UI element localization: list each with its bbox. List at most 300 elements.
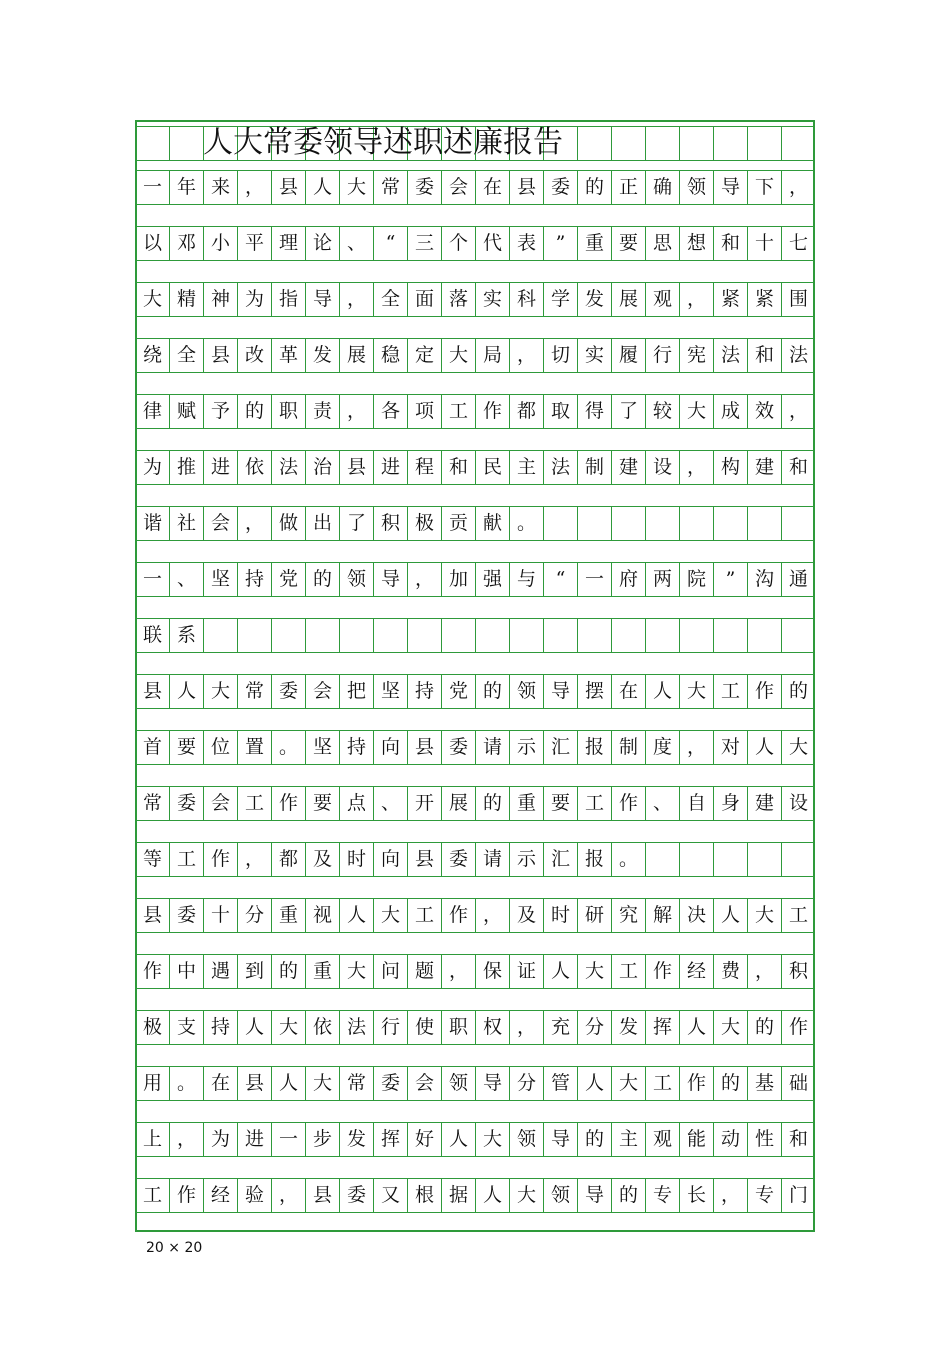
grid-cell <box>679 842 713 876</box>
grid-cell: 县 <box>407 730 441 764</box>
grid-cell: 理 <box>271 226 305 260</box>
grid-row-bottom-line <box>135 372 815 373</box>
grid-cell: 础 <box>781 1066 815 1100</box>
grid-cell: 根 <box>407 1178 441 1212</box>
grid-cell: 又 <box>373 1178 407 1212</box>
grid-cell: 在 <box>475 170 509 204</box>
grid-cell: 实 <box>577 338 611 372</box>
grid-cell: ， <box>441 954 475 988</box>
grid-cell <box>135 126 169 160</box>
grid-cell: 的 <box>747 1010 781 1044</box>
grid-row-bottom-line <box>135 1156 815 1157</box>
grid-cell: 置 <box>237 730 271 764</box>
grid-cell: 建 <box>747 450 781 484</box>
grid-cell: ， <box>679 282 713 316</box>
grid-cell: 律 <box>135 394 169 428</box>
grid-cell: 报 <box>577 842 611 876</box>
grid-cell: 大 <box>339 954 373 988</box>
grid-cell: 设 <box>645 450 679 484</box>
grid-cell: 持 <box>203 1010 237 1044</box>
grid-cell: 解 <box>645 898 679 932</box>
grid-cell: 职 <box>271 394 305 428</box>
grid-cell: 紧 <box>747 282 781 316</box>
grid-cell: 做 <box>271 506 305 540</box>
grid-cell: 会 <box>407 1066 441 1100</box>
grid-cell: 设 <box>781 786 815 820</box>
grid-cell <box>373 618 407 652</box>
grid-cell: 切 <box>543 338 577 372</box>
grid-cell: 紧 <box>713 282 747 316</box>
manuscript-grid <box>135 120 815 1232</box>
grid-cell: 保 <box>475 954 509 988</box>
grid-cell: 导 <box>577 1178 611 1212</box>
grid-cell: 要 <box>305 786 339 820</box>
grid-cell: 导 <box>373 562 407 596</box>
grid-cell: 献 <box>475 506 509 540</box>
grid-cell: 对 <box>713 730 747 764</box>
grid-cell: 验 <box>237 1178 271 1212</box>
grid-cell: 发 <box>339 1122 373 1156</box>
grid-cell <box>543 618 577 652</box>
grid-row-bottom-line <box>135 260 815 261</box>
grid-cell: 人 <box>747 730 781 764</box>
grid-cell: 专 <box>645 1178 679 1212</box>
grid-cell: 身 <box>713 786 747 820</box>
grid-cell: 大 <box>611 1066 645 1100</box>
grid-cell: 的 <box>713 1066 747 1100</box>
grid-cell: 确 <box>645 170 679 204</box>
grid-cell <box>611 126 645 160</box>
grid-cell <box>645 618 679 652</box>
grid-cell <box>747 842 781 876</box>
grid-row-bottom-line <box>135 988 815 989</box>
grid-cell <box>577 506 611 540</box>
grid-cell: 治 <box>305 450 339 484</box>
grid-cell <box>645 126 679 160</box>
grid-cell: 重 <box>271 898 305 932</box>
grid-cell: 工 <box>407 898 441 932</box>
grid-cell: 委 <box>373 1066 407 1100</box>
grid-cell: 用 <box>135 1066 169 1100</box>
grid-cell: ， <box>169 1122 203 1156</box>
grid-cell: 要 <box>611 226 645 260</box>
grid-cell: 推 <box>169 450 203 484</box>
grid-cell: 依 <box>237 450 271 484</box>
grid-cell: 法 <box>271 450 305 484</box>
grid-cell: 工 <box>135 1178 169 1212</box>
grid-cell <box>237 618 271 652</box>
grid-cell: 证 <box>509 954 543 988</box>
grid-row-bottom-line <box>135 540 815 541</box>
grid-cell: 作 <box>475 394 509 428</box>
grid-cell <box>747 618 781 652</box>
grid-cell: 面 <box>407 282 441 316</box>
grid-cell: 县 <box>305 1178 339 1212</box>
grid-cell: 极 <box>407 506 441 540</box>
grid-cell: 局 <box>475 338 509 372</box>
grid-cell <box>577 618 611 652</box>
grid-cell: ， <box>339 282 373 316</box>
grid-cell: 导 <box>713 170 747 204</box>
grid-cell: 上 <box>135 1122 169 1156</box>
grid-cell: 作 <box>747 674 781 708</box>
grid-cell <box>509 618 543 652</box>
grid-cell <box>543 506 577 540</box>
grid-cell: 人 <box>305 170 339 204</box>
grid-cell <box>713 506 747 540</box>
grid-cell: 挥 <box>645 1010 679 1044</box>
grid-cell: 委 <box>407 170 441 204</box>
grid-cell: “ <box>373 226 407 260</box>
grid-cell: 请 <box>475 842 509 876</box>
grid-cell <box>305 618 339 652</box>
grid-cell: 的 <box>577 170 611 204</box>
grid-cell: 持 <box>339 730 373 764</box>
grid-cell: 效 <box>747 394 781 428</box>
grid-cell <box>339 618 373 652</box>
grid-cell: 充 <box>543 1010 577 1044</box>
grid-cell: 一 <box>271 1122 305 1156</box>
grid-cell: 大 <box>747 898 781 932</box>
grid-cell: 绕 <box>135 338 169 372</box>
grid-cell: 向 <box>373 730 407 764</box>
grid-cell: ” <box>543 226 577 260</box>
grid-cell: 县 <box>203 338 237 372</box>
grid-cell: 请 <box>475 730 509 764</box>
grid-cell: 出 <box>305 506 339 540</box>
grid-cell: 会 <box>203 506 237 540</box>
grid-row-bottom-line <box>135 932 815 933</box>
grid-cell: 会 <box>305 674 339 708</box>
grid-cell: 坚 <box>305 730 339 764</box>
grid-cell: 人 <box>577 1066 611 1100</box>
grid-cell: 汇 <box>543 842 577 876</box>
grid-cell: 人 <box>271 1066 305 1100</box>
grid-cell: 发 <box>305 338 339 372</box>
grid-cell: 时 <box>339 842 373 876</box>
grid-cell <box>475 618 509 652</box>
grid-cell: 委 <box>169 898 203 932</box>
grid-row-bottom-line <box>135 708 815 709</box>
grid-row-bottom-line <box>135 596 815 597</box>
grid-row-bottom-line <box>135 204 815 205</box>
grid-cell: 观 <box>645 1122 679 1156</box>
grid-cell: 与 <box>509 562 543 596</box>
grid-size-label: 20 × 20 <box>146 1240 203 1256</box>
grid-cell: 导 <box>543 1122 577 1156</box>
grid-cell: 贡 <box>441 506 475 540</box>
grid-cell: 大 <box>339 170 373 204</box>
grid-cell: 指 <box>271 282 305 316</box>
grid-cell: 人 <box>441 1122 475 1156</box>
grid-cell: 革 <box>271 338 305 372</box>
grid-cell: 了 <box>611 394 645 428</box>
grid-cell: 工 <box>781 898 815 932</box>
grid-cell: 基 <box>747 1066 781 1100</box>
grid-cell: 构 <box>713 450 747 484</box>
grid-cell: 围 <box>781 282 815 316</box>
grid-cell: 县 <box>135 898 169 932</box>
grid-cell: 通 <box>781 562 815 596</box>
grid-cell: 作 <box>781 1010 815 1044</box>
grid-cell: 分 <box>577 1010 611 1044</box>
grid-cell: 工 <box>577 786 611 820</box>
grid-row-bottom-line <box>135 484 815 485</box>
grid-cell: 发 <box>577 282 611 316</box>
grid-row-bottom-line <box>135 1212 815 1213</box>
grid-cell: 宪 <box>679 338 713 372</box>
grid-cell: 表 <box>509 226 543 260</box>
grid-cell: 一 <box>135 562 169 596</box>
grid-cell: 正 <box>611 170 645 204</box>
grid-cell: ， <box>679 450 713 484</box>
grid-cell: 人 <box>679 1010 713 1044</box>
grid-cell: 各 <box>373 394 407 428</box>
grid-cell: 为 <box>203 1122 237 1156</box>
grid-cell: 示 <box>509 842 543 876</box>
grid-cell: 建 <box>747 786 781 820</box>
grid-cell: 和 <box>713 226 747 260</box>
grid-cell: 以 <box>135 226 169 260</box>
grid-cell: 持 <box>237 562 271 596</box>
grid-cell: 人 <box>645 674 679 708</box>
grid-cell: 予 <box>203 394 237 428</box>
grid-cell: 神 <box>203 282 237 316</box>
grid-cell: 领 <box>543 1178 577 1212</box>
grid-cell: 管 <box>543 1066 577 1100</box>
grid-cell: 。 <box>611 842 645 876</box>
grid-cell: 自 <box>679 786 713 820</box>
grid-cell <box>679 618 713 652</box>
grid-cell: ， <box>237 842 271 876</box>
grid-cell: 代 <box>475 226 509 260</box>
grid-cell: 工 <box>169 842 203 876</box>
grid-cell: 联 <box>135 618 169 652</box>
grid-cell: 论 <box>305 226 339 260</box>
grid-cell: 常 <box>339 1066 373 1100</box>
grid-cell: 据 <box>441 1178 475 1212</box>
grid-cell: 得 <box>577 394 611 428</box>
grid-cell: 作 <box>169 1178 203 1212</box>
grid-cell: 作 <box>135 954 169 988</box>
grid-cell: 积 <box>373 506 407 540</box>
grid-cell: ， <box>713 1178 747 1212</box>
grid-cell: ， <box>271 1178 305 1212</box>
grid-cell: 了 <box>339 506 373 540</box>
grid-cell: 十 <box>747 226 781 260</box>
grid-cell <box>577 126 611 160</box>
grid-cell: 县 <box>237 1066 271 1100</box>
grid-cell: 中 <box>169 954 203 988</box>
grid-cell: 摆 <box>577 674 611 708</box>
grid-cell: 法 <box>781 338 815 372</box>
grid-cell: 制 <box>577 450 611 484</box>
grid-cell: 工 <box>441 394 475 428</box>
grid-cell: 导 <box>475 1066 509 1100</box>
grid-cell: 委 <box>441 842 475 876</box>
grid-cell: 赋 <box>169 394 203 428</box>
grid-cell: 大 <box>781 730 815 764</box>
grid-cell <box>747 126 781 160</box>
grid-cell: 人 <box>169 674 203 708</box>
grid-cell: 大 <box>679 674 713 708</box>
grid-cell: 视 <box>305 898 339 932</box>
grid-cell: 经 <box>203 1178 237 1212</box>
grid-cell: 的 <box>237 394 271 428</box>
grid-cell: 个 <box>441 226 475 260</box>
grid-cell: 步 <box>305 1122 339 1156</box>
grid-cell: 及 <box>305 842 339 876</box>
grid-cell: 学 <box>543 282 577 316</box>
grid-cell: 精 <box>169 282 203 316</box>
grid-cell: 为 <box>135 450 169 484</box>
grid-cell: 和 <box>747 338 781 372</box>
grid-row-bottom-line <box>135 876 815 877</box>
grid-cell: 县 <box>135 674 169 708</box>
grid-cell: 位 <box>203 730 237 764</box>
grid-cell: 作 <box>441 898 475 932</box>
grid-cell: 委 <box>339 1178 373 1212</box>
grid-cell: 重 <box>305 954 339 988</box>
grid-cell: 使 <box>407 1010 441 1044</box>
grid-cell: 报 <box>577 730 611 764</box>
grid-cell <box>679 506 713 540</box>
grid-cell: 院 <box>679 562 713 596</box>
grid-cell: 人 <box>475 1178 509 1212</box>
grid-cell: ， <box>747 954 781 988</box>
grid-cell: 党 <box>271 562 305 596</box>
grid-cell: 遇 <box>203 954 237 988</box>
grid-cell: 进 <box>203 450 237 484</box>
grid-cell: 示 <box>509 730 543 764</box>
grid-cell: 领 <box>339 562 373 596</box>
grid-cell <box>203 618 237 652</box>
grid-cell: 。 <box>271 730 305 764</box>
grid-cell: ， <box>475 898 509 932</box>
grid-cell: 及 <box>509 898 543 932</box>
grid-row-bottom-line <box>135 428 815 429</box>
grid-cell: 大 <box>135 282 169 316</box>
grid-row-bottom-line <box>135 316 815 317</box>
grid-cell: 系 <box>169 618 203 652</box>
grid-cell: 作 <box>645 954 679 988</box>
grid-cell: 进 <box>237 1122 271 1156</box>
grid-cell: 依 <box>305 1010 339 1044</box>
grid-cell: ， <box>237 506 271 540</box>
document-title: 人大常委领导述职述廉报告 <box>203 125 563 160</box>
grid-cell: 、 <box>373 786 407 820</box>
grid-cell: 导 <box>305 282 339 316</box>
grid-cell: 坚 <box>373 674 407 708</box>
grid-cell: 职 <box>441 1010 475 1044</box>
grid-row-bottom-line <box>135 820 815 821</box>
grid-cell: 等 <box>135 842 169 876</box>
grid-cell: 程 <box>407 450 441 484</box>
grid-cell: 七 <box>781 226 815 260</box>
grid-cell <box>781 506 815 540</box>
grid-cell: 的 <box>577 1122 611 1156</box>
grid-cell: 题 <box>407 954 441 988</box>
grid-cell: 。 <box>169 1066 203 1100</box>
grid-cell: 领 <box>509 1122 543 1156</box>
grid-cell: 常 <box>373 170 407 204</box>
grid-cell: 平 <box>237 226 271 260</box>
grid-cell: 责 <box>305 394 339 428</box>
grid-cell: 作 <box>203 842 237 876</box>
grid-cell: 展 <box>339 338 373 372</box>
grid-cell: 想 <box>679 226 713 260</box>
grid-cell: ， <box>781 394 815 428</box>
grid-cell: ， <box>339 394 373 428</box>
grid-cell: 能 <box>679 1122 713 1156</box>
grid-cell: 委 <box>169 786 203 820</box>
grid-cell: 经 <box>679 954 713 988</box>
grid-cell: 。 <box>509 506 543 540</box>
grid-cell: 三 <box>407 226 441 260</box>
grid-cell: 都 <box>509 394 543 428</box>
grid-cell: 大 <box>679 394 713 428</box>
grid-row-bottom-line <box>135 160 815 161</box>
grid-cell: 发 <box>611 1010 645 1044</box>
grid-cell: 大 <box>475 1122 509 1156</box>
grid-cell: 法 <box>543 450 577 484</box>
grid-cell <box>645 506 679 540</box>
grid-cell: 成 <box>713 394 747 428</box>
grid-cell: 时 <box>543 898 577 932</box>
grid-cell: 实 <box>475 282 509 316</box>
grid-cell: 的 <box>611 1178 645 1212</box>
grid-cell <box>169 126 203 160</box>
grid-cell: 主 <box>611 1122 645 1156</box>
grid-cell: 导 <box>543 674 577 708</box>
grid-cell: ， <box>679 730 713 764</box>
grid-cell <box>713 842 747 876</box>
grid-cell: 领 <box>441 1066 475 1100</box>
grid-cell: 权 <box>475 1010 509 1044</box>
grid-cell: 向 <box>373 842 407 876</box>
grid-cell: 长 <box>679 1178 713 1212</box>
grid-cell: 社 <box>169 506 203 540</box>
grid-cell: 和 <box>781 1122 815 1156</box>
grid-cell: 、 <box>339 226 373 260</box>
grid-cell: 委 <box>543 170 577 204</box>
grid-cell: 工 <box>611 954 645 988</box>
grid-cell: 思 <box>645 226 679 260</box>
grid-cell: 常 <box>135 786 169 820</box>
grid-cell: 要 <box>169 730 203 764</box>
grid-cell: 法 <box>339 1010 373 1044</box>
grid-cell: 会 <box>203 786 237 820</box>
grid-cell: 要 <box>543 786 577 820</box>
grid-cell: 的 <box>305 562 339 596</box>
grid-cell: ， <box>407 562 441 596</box>
grid-cell: 县 <box>271 170 305 204</box>
grid-cell: 制 <box>611 730 645 764</box>
grid-cell: ， <box>237 170 271 204</box>
grid-cell: 工 <box>645 1066 679 1100</box>
grid-cell: 度 <box>645 730 679 764</box>
grid-cell: 委 <box>441 730 475 764</box>
grid-cell <box>713 126 747 160</box>
grid-cell: 分 <box>237 898 271 932</box>
grid-cell: 支 <box>169 1010 203 1044</box>
grid-cell: 履 <box>611 338 645 372</box>
grid-row-bottom-line <box>135 764 815 765</box>
grid-cell: 展 <box>441 786 475 820</box>
grid-cell: 工 <box>713 674 747 708</box>
grid-cell: 作 <box>611 786 645 820</box>
grid-cell: 汇 <box>543 730 577 764</box>
